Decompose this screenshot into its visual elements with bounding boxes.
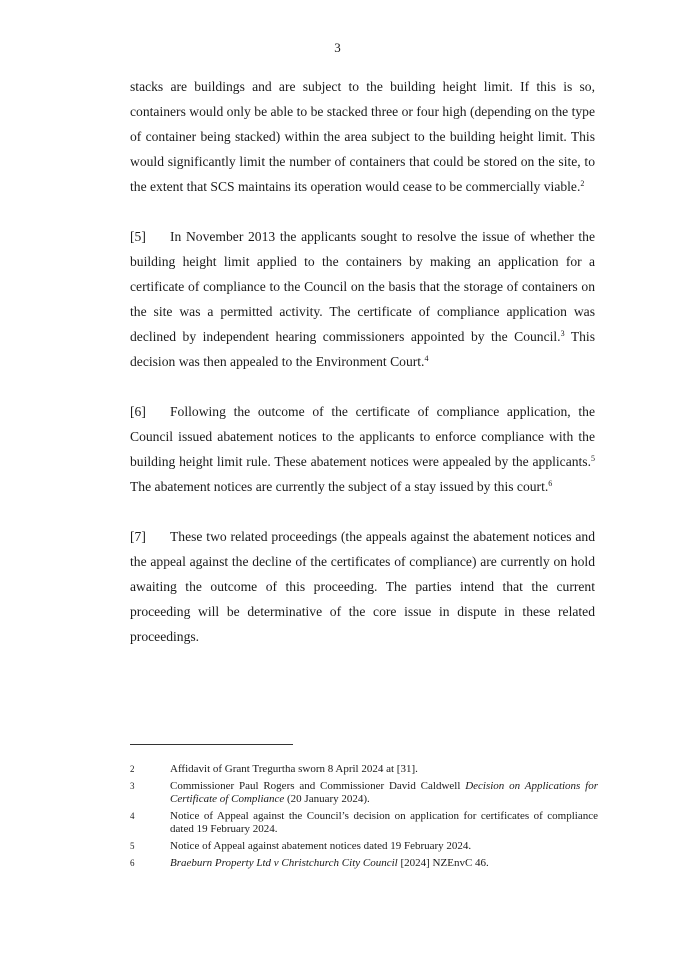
footnote-4 <box>130 810 598 836</box>
footnote-3 <box>130 780 598 806</box>
page-number: 3 <box>334 40 341 55</box>
footnote-ref[interactable]: 2 <box>580 179 585 188</box>
footnote-text-part: Commissioner Paul Rogers and Commissioner David Caldwell <box>170 780 466 792</box>
footnote-separator <box>130 744 293 745</box>
paragraph-text: The abatement notices are currently the subject of a stay issued by this court. <box>130 479 549 494</box>
footnote-number: 3 <box>130 781 135 791</box>
paragraph-5 <box>130 224 595 374</box>
paragraph-text: stacks are buildings and are subject to the building height limit. If this is so, containers would only be able to be stacked three or four high (depending on the type of container being stacked) within the area subject to the building height limit. This would significantly limit the number of containers that could be stored on the site, to the extent that SCS maintains its operation would cease to be commercially viable. <box>130 79 595 194</box>
paragraph-7 <box>130 524 595 649</box>
footnote-text <box>170 780 598 806</box>
paragraph-6 <box>130 399 595 499</box>
judgment-body <box>130 74 595 674</box>
paragraph-text: These two related proceedings (the appeals against the abatement notices and the appeal against the decline of the certificates of compliance) are currently on hold awaiting the outcome of this proceeding. The parties intend that the current proceeding will be determinative of the core issue in dispute in these related proceedings. <box>130 529 595 644</box>
paragraph-text: Following the outcome of the certificate of compliance application, the Council issued abatement notices to the applicants to enforce compliance with the building height limit rule. These abatement notices were appealed by the applicants. <box>130 404 595 469</box>
footnote-ref[interactable]: 3 <box>560 329 565 338</box>
footnote-ref[interactable]: 6 <box>548 479 553 488</box>
footnote-2 <box>130 763 598 776</box>
footnote-text-part: (20 January 2024). <box>284 793 370 805</box>
footnote-number: 5 <box>130 841 135 851</box>
footnotes <box>130 763 598 874</box>
footnote-ref[interactable]: 5 <box>591 454 595 463</box>
footnote-6 <box>130 857 598 870</box>
decision-title: Decision on Applications for Certificate of Compliance <box>170 780 598 805</box>
footnote-5 <box>130 840 598 853</box>
citation: [2024] NZEnvC 46. <box>397 857 489 869</box>
footnote-number: 6 <box>130 858 135 868</box>
footnote-number: 2 <box>130 764 135 774</box>
footnote-text: Notice of Appeal against the Council’s decision on application for certificates of compliance dated 19 February 2024. <box>170 810 598 835</box>
footnote-ref[interactable]: 4 <box>424 354 429 363</box>
paragraph-continuation <box>130 74 595 199</box>
paragraph-number: [5] <box>130 229 146 244</box>
paragraph-number: [7] <box>130 529 146 544</box>
paragraph-number: [6] <box>130 404 146 419</box>
footnote-text <box>170 857 598 870</box>
case-name: Braeburn Property Ltd v Christchurch City Council <box>170 857 398 869</box>
footnote-text: Affidavit of Grant Tregurtha sworn 8 April 2024 at [31]. <box>170 763 418 775</box>
footnote-number: 4 <box>130 811 135 821</box>
footnote-text: Notice of Appeal against abatement notices dated 19 February 2024. <box>170 840 472 852</box>
paragraph-text: This decision was then appealed to the Environment Court. <box>130 329 595 369</box>
paragraph-text: In November 2013 the applicants sought to resolve the issue of whether the building height limit applied to the containers by making an application for a certificate of compliance to the Council on the basis that the storage of containers on the site was a permitted activity. The certificate of compliance application was declined by independent hearing commissioners appointed by the Council. <box>130 229 595 344</box>
